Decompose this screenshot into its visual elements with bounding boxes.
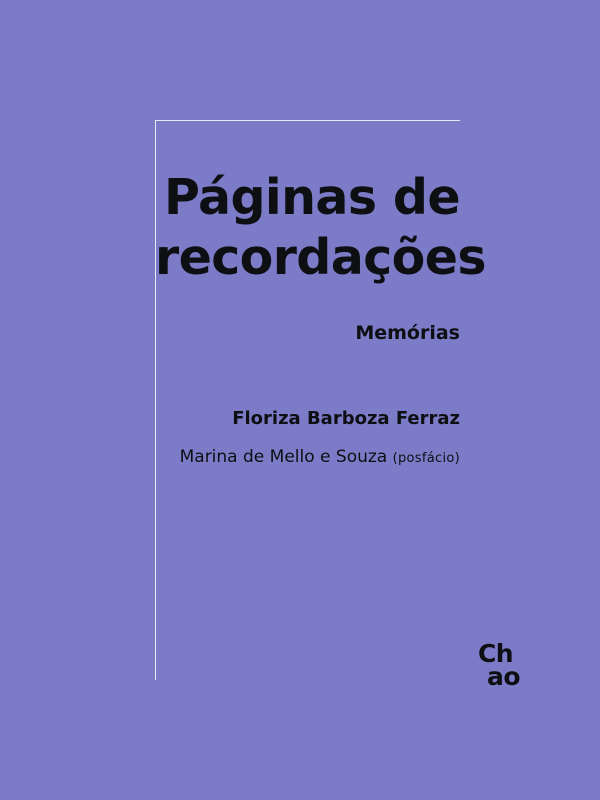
book-author: Floriza Barboza Ferraz [232, 407, 460, 429]
decorative-horizontal-rule [155, 120, 460, 121]
contributor-role: (posfácio) [392, 450, 460, 466]
book-subtitle: Memórias [355, 321, 460, 344]
publisher-logo [477, 639, 520, 691]
book-title: Páginas de recordações [155, 169, 486, 286]
book-contributor [155, 447, 460, 467]
publisher-logo-line2: ao [486, 662, 520, 691]
contributor-name: Marina de Mello e Souza [179, 446, 393, 467]
cover-text-block [155, 168, 486, 467]
publisher-logo-line1: Ch [477, 639, 514, 668]
